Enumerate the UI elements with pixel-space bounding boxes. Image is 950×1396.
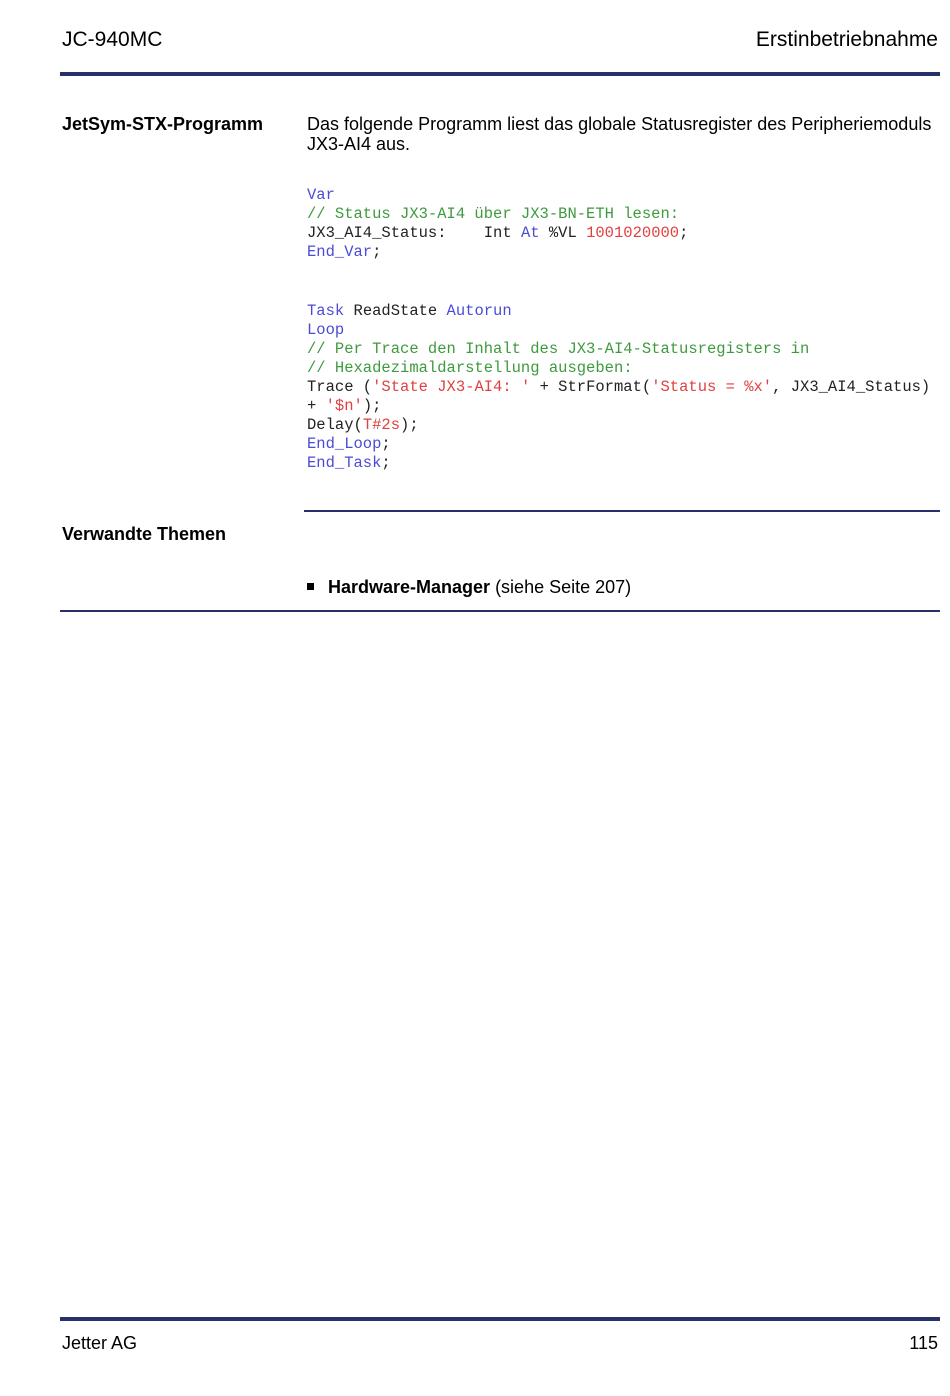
code-text: JX3_AI4_Status: bbox=[307, 224, 484, 242]
code-text: %VL bbox=[539, 224, 587, 242]
code-keyword: At bbox=[520, 224, 540, 242]
code-comment: // Status JX3-AI4 über JX3-BN-ETH lesen: bbox=[307, 205, 680, 223]
header-chapter: Erstinbetriebnahme bbox=[755, 28, 938, 51]
code-text: ); bbox=[400, 416, 419, 434]
header-product: JC-940MC bbox=[62, 28, 163, 51]
code-keyword: Loop bbox=[307, 321, 345, 339]
related-link-hardware-manager[interactable]: Hardware-Manager bbox=[328, 577, 491, 597]
code-text: Trace ( bbox=[307, 378, 373, 396]
code-keyword: Autorun bbox=[446, 302, 512, 320]
code-text: ; bbox=[372, 243, 382, 261]
code-text: , JX3_AI4_Status) bbox=[772, 378, 931, 396]
code-keyword: Task bbox=[307, 302, 345, 320]
code-number: 1001020000 bbox=[586, 224, 680, 242]
code-comment: // Per Trace den Inhalt des JX3-AI4-Statusregisters in bbox=[307, 340, 810, 358]
code-text: + bbox=[307, 397, 326, 415]
code-text: Delay( bbox=[307, 416, 363, 434]
footer-rule bbox=[60, 1317, 940, 1321]
code-keyword: End_Var bbox=[307, 243, 373, 261]
footer-page-number: 115 bbox=[909, 1333, 938, 1353]
code-text: ; bbox=[381, 435, 391, 453]
section-end-rule bbox=[60, 610, 940, 612]
program-intro: Das folgende Programm liest das globale Statusregister des Peripheriemoduls JX3-AI4 aus. bbox=[307, 114, 932, 154]
code-text: ; bbox=[679, 224, 689, 242]
section-label-related: Verwandte Themen bbox=[62, 524, 227, 544]
code-string: 'State JX3-AI4: ' bbox=[372, 378, 531, 396]
code-text: + StrFormat( bbox=[530, 378, 652, 396]
code-end-rule bbox=[304, 510, 940, 512]
code-block-task bbox=[307, 302, 930, 473]
code-comment: // Hexadezimaldarstellung ausgeben: bbox=[307, 359, 633, 377]
section-label-program: JetSym-STX-Programm bbox=[62, 114, 264, 134]
code-text: ReadState bbox=[344, 302, 447, 320]
code-type: Int bbox=[483, 224, 512, 242]
header-rule bbox=[60, 72, 940, 76]
bullet-square-icon bbox=[307, 583, 314, 590]
code-text: ; bbox=[381, 454, 391, 472]
code-block-var bbox=[307, 186, 688, 262]
code-keyword: End_Task bbox=[307, 454, 382, 472]
code-string: '$n' bbox=[325, 397, 363, 415]
footer-company: Jetter AG bbox=[62, 1333, 138, 1353]
code-string: 'Status = %x' bbox=[651, 378, 773, 396]
code-keyword: Var bbox=[307, 186, 335, 204]
related-list-item bbox=[307, 577, 631, 598]
related-link-page-ref: (siehe Seite 207) bbox=[490, 577, 632, 597]
code-string: T#2s bbox=[362, 416, 401, 434]
code-text: ); bbox=[362, 397, 382, 415]
code-keyword: End_Loop bbox=[307, 435, 382, 453]
